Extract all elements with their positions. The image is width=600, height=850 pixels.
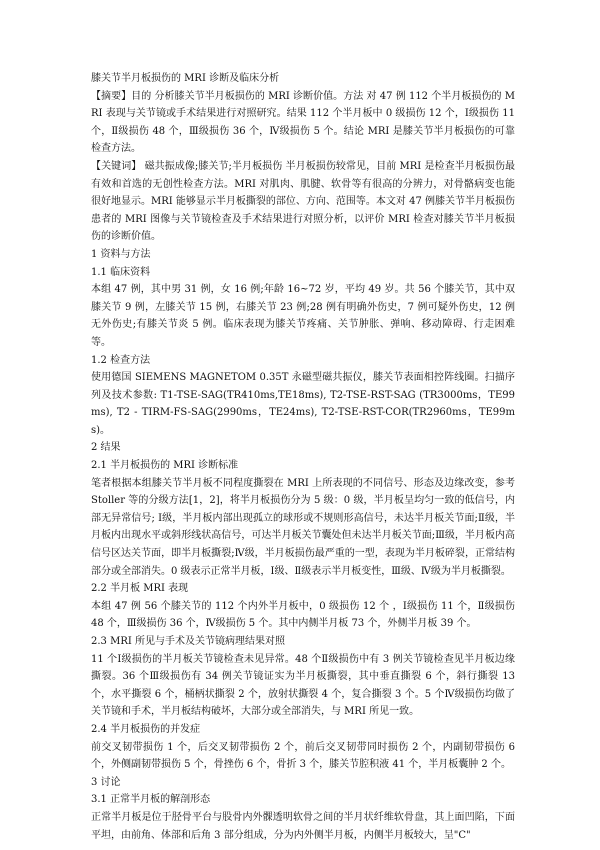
article-title: 膝关节半月板损伤的 MRI 诊断及临床分析 — [91, 73, 280, 84]
abstract-text: 目的 分析膝关节半月板损伤的 MRI 诊断价值。方法 对 47 例 112 个半月板损伤的 MRI 表现与关节镜或手术结果进行对照研究。结果 112 个半月板中 0 级损伤 12 个，Ⅰ级损伤 11 个，Ⅱ级损伤 48 个，Ⅲ级损伤 36 个，Ⅳ级损伤 5 个。结论 MRI 是膝关节半月板损伤的可靠检查方法。 — [91, 90, 515, 155]
keywords-label: 【关键词】 — [91, 160, 142, 172]
section-heading: 2.2 半月板 MRI 表现 — [91, 583, 189, 595]
keywords-paragraph — [91, 158, 515, 246]
section-body: 本组 47 例 56 个膝关节的 112 个内外半月板中，0 级损伤 12 个 ，Ⅰ级损伤 11 个，Ⅱ级损伤 48 个，Ⅲ级损伤 36 个，Ⅳ级损伤 5 个。其中内侧半月板 73 个，外侧半月板 39 个。 — [91, 600, 515, 630]
section-body: 正常半月板是位于胫骨平台与股骨内外髁透明软骨之间的半月状纤维软骨盘，其上面凹陷，下面平坦，由前角、体部和后角 3 部分组成，分为内外侧半月板，内侧半月板较大，呈"C" — [91, 811, 515, 841]
section-body: 使用德国 SIEMENS MAGNETOM 0.35T 永磁型磁共振仪，膝关节表面相控阵线圈。扫描序列及技术参数: T1-TSE-SAG(TR410ms,TE18ms), T2-TSE-RST-SAG (TR3000ms，TE99ms), T2 - TIRM-FS-SAG(2990ms，TE24ms), T2-TSE-RST-COR(TR2960ms，TE99ms)。 — [91, 372, 515, 436]
section-body: 笔者根据本组膝关节半月板不同程度撕裂在 MRI 上所表现的不同信号、形态及边缘改变，参考 Stoller 等的分级方法[1，2]，将半月板损伤分为 5 级：0 级，半月板呈均匀一致的低信号，内部无异常信号; Ⅰ级，半月板内部出现孤立的球形或不规则形高信号，未达半月板关节面;Ⅱ级，半月板内出现水平或斜形线状高信号，可达半月板关节囊处但未达半月板关节面;Ⅲ级，半月板内高信号区达关节面，即半月板撕裂;Ⅳ级，半月板损伤最严重的一型，表现为半月板碎裂，正常结构部分或全部消失。0 级表示正常半月板，Ⅰ级、Ⅱ级表示半月板变性，Ⅲ级、Ⅳ级为半月板撕裂。 — [91, 477, 515, 577]
section-heading: 2.4 半月板损伤的并发症 — [91, 723, 201, 735]
section-heading: 2.3 MRI 所见与手术及关节镜病理结果对照 — [91, 636, 285, 647]
article — [91, 70, 515, 844]
section-body: 前交叉韧带损伤 1 个，后交叉韧带损伤 2 个，前后交叉韧带同时损伤 2 个，内副韧带损伤 6 个，外侧副韧带损伤 5 个，骨挫伤 6 个，骨折 3 个，膝关节腔积液 41 个，半月板囊肿 2 个。 — [91, 741, 515, 771]
section-heading: 2.1 半月板损伤的 MRI 诊断标准 — [91, 460, 239, 472]
abstract-paragraph — [91, 88, 515, 158]
section-heading: 1.2 检查方法 — [91, 354, 151, 366]
section-heading: 2 结果 — [91, 442, 121, 454]
section-heading: 3.1 正常半月板的解剖形态 — [91, 794, 211, 806]
section-heading: 1.1 临床资料 — [91, 266, 151, 278]
section-heading: 3 讨论 — [91, 776, 121, 788]
abstract-label: 【摘要】 — [91, 90, 132, 102]
keywords-text: 磁共振成像;膝关节;半月板损伤 半月板损伤较常见，目前 MRI 是检查半月板损伤最有效和首选的无创性检查方法。MRI 对肌肉、肌腱、软骨等有很高的分辨力，对骨骼病变也能很好地显示。MRI 能够显示半月板撕裂的部位、方向、范围等。本文对 47 例膝关节半月板损伤患者的 MRI 图像与关节镜检查及手术结果进行对照分析，以评价 MRI 检查对膝关节半月板损伤的诊断价值。 — [91, 160, 516, 243]
section-body: 11 个Ⅰ级损伤的半月板关节镜检查未见异常。48 个Ⅱ级损伤中有 3 例关节镜检查见半月板边缘撕裂。36 个Ⅲ级损伤有 34 例关节镜证实为半月板撕裂，其中垂直撕裂 6 个，斜行撕裂 13 个，水平撕裂 6 个，桶柄状撕裂 2 个，放射状撕裂 4 个，复合撕裂 3 个。5 个Ⅳ级损伤均做了关节镜和手术，半月板结构破坏，大部分或全部消失，与 MRI 所见一致。 — [91, 653, 515, 718]
section-heading: 1 资料与方法 — [91, 248, 151, 260]
section-body: 本组 47 例，其中男 31 例，女 16 例;年龄 16~72 岁，平均 49 岁。共 56 个膝关节，其中双膝关节 9 例，左膝关节 15 例，右膝关节 23 例;28 例有明确外伤史，7 例可疑外伤史，12 例无外伤史;有膝关节炎 5 例。临床表现为膝关节疼痛、关节肿胀、弹响、移动障碍、行走困难等。 — [91, 284, 515, 348]
